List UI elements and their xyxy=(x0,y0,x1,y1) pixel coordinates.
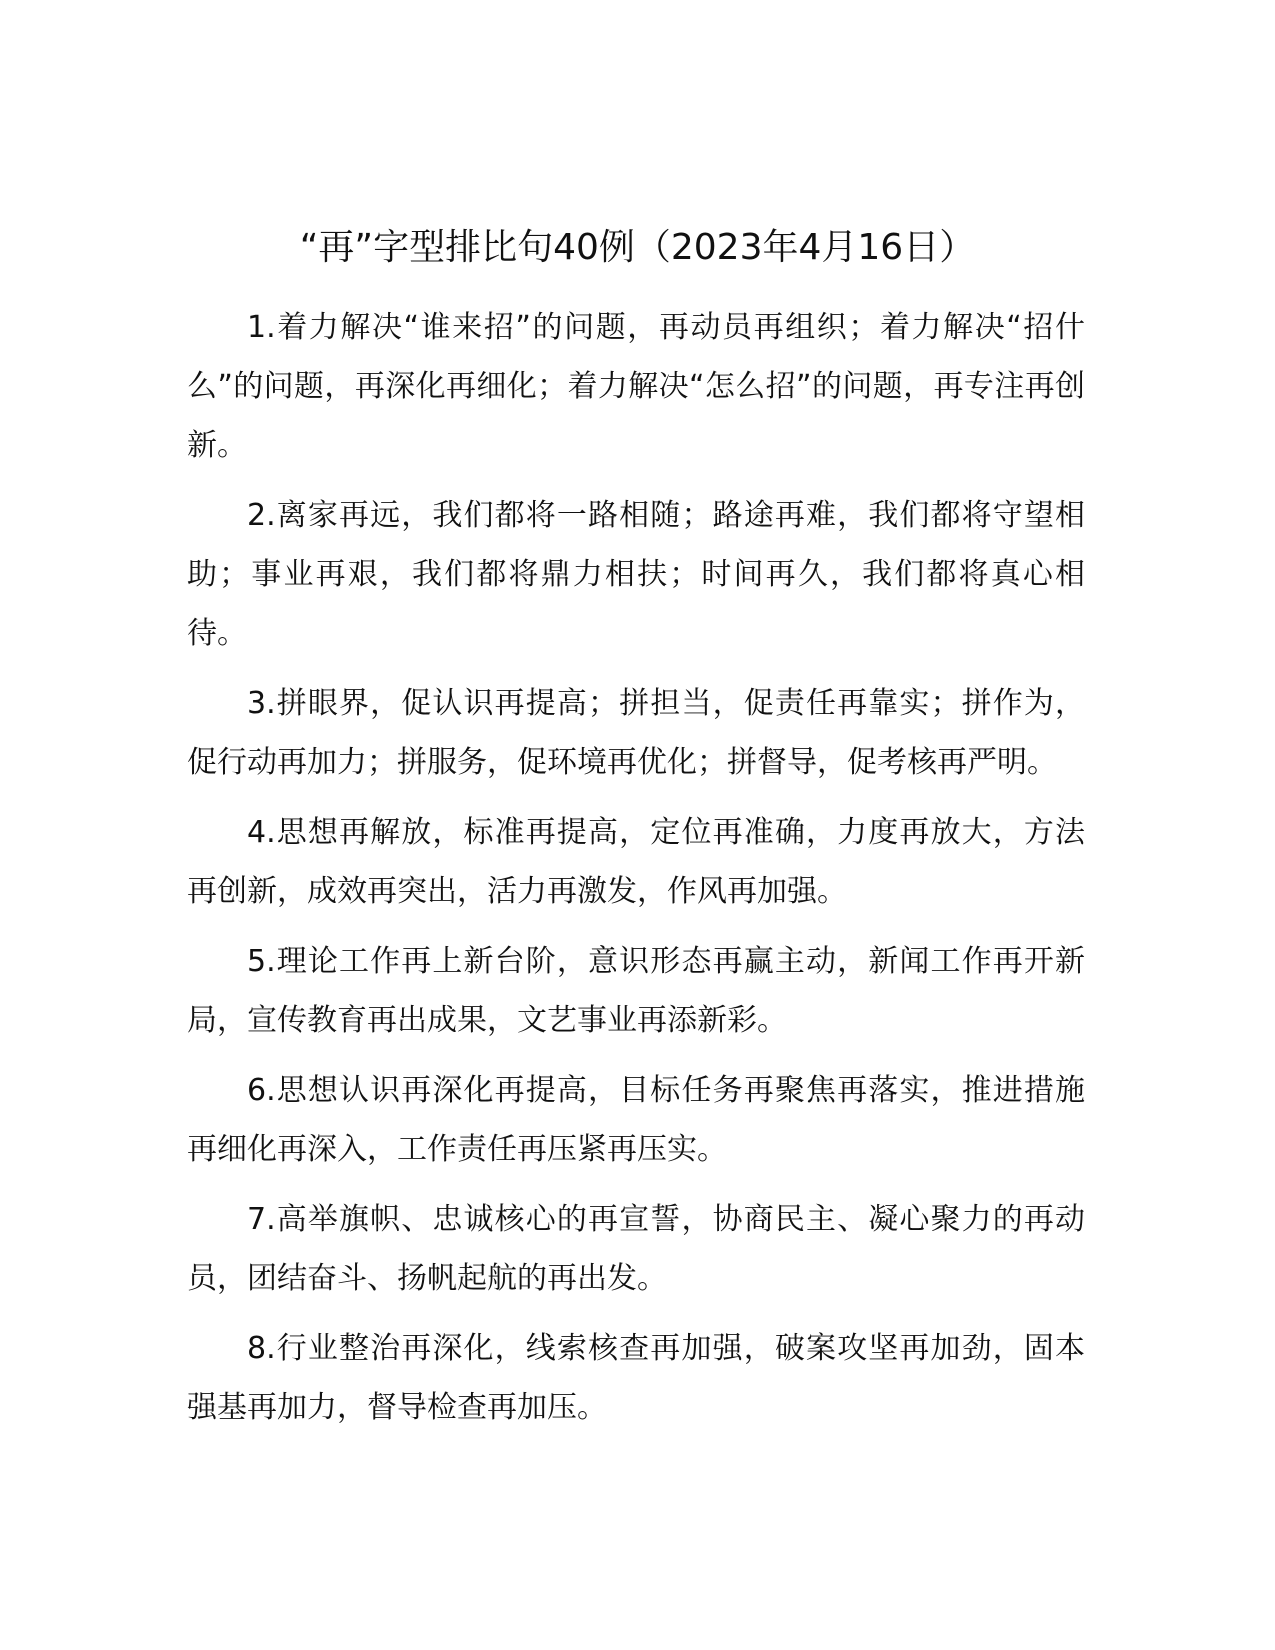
paragraph-5: 5.理论工作再上新台阶，意识形态再赢主动，新闻工作再开新局，宣传教育再出成果，文艺事业再添新彩。 xyxy=(187,944,1085,1038)
paragraph-1: 1.着力解决“谁来招”的问题，再动员再组织；着力解决“招什么”的问题，再深化再细化；着力解决“怎么招”的问题，再专注再创新。 xyxy=(187,310,1085,463)
paragraph-4: 4.思想再解放，标准再提高，定位再准确，力度再放大，方法再创新，成效再突出，活力再激发，作风再加强。 xyxy=(187,815,1085,909)
paragraph-8: 8.行业整治再深化，线索核查再加强，破案攻坚再加劲，固本强基再加力，督导检查再加压。 xyxy=(187,1331,1085,1425)
document-title: “再”字型排比句40例（2023年4月16日） xyxy=(299,227,976,268)
paragraph-3: 3.拼眼界，促认识再提高；拼担当，促责任再靠实；拼作为，促行动再加力；拼服务，促环境再优化；拼督导，促考核再严明。 xyxy=(187,686,1085,780)
document-body xyxy=(187,298,1085,1448)
paragraph-7: 7.高举旗帜、忠诚核心的再宣誓，协商民主、凝心聚力的再动员，团结奋斗、扬帆起航的再出发。 xyxy=(187,1202,1085,1296)
paragraph-2: 2.离家再远，我们都将一路相随；路途再难，我们都将守望相助；事业再艰，我们都将鼎力相扶；时间再久，我们都将真心相待。 xyxy=(187,498,1085,651)
paragraph-6: 6.思想认识再深化再提高，目标任务再聚焦再落实，推进措施再细化再深入，工作责任再压紧再压实。 xyxy=(187,1073,1085,1167)
